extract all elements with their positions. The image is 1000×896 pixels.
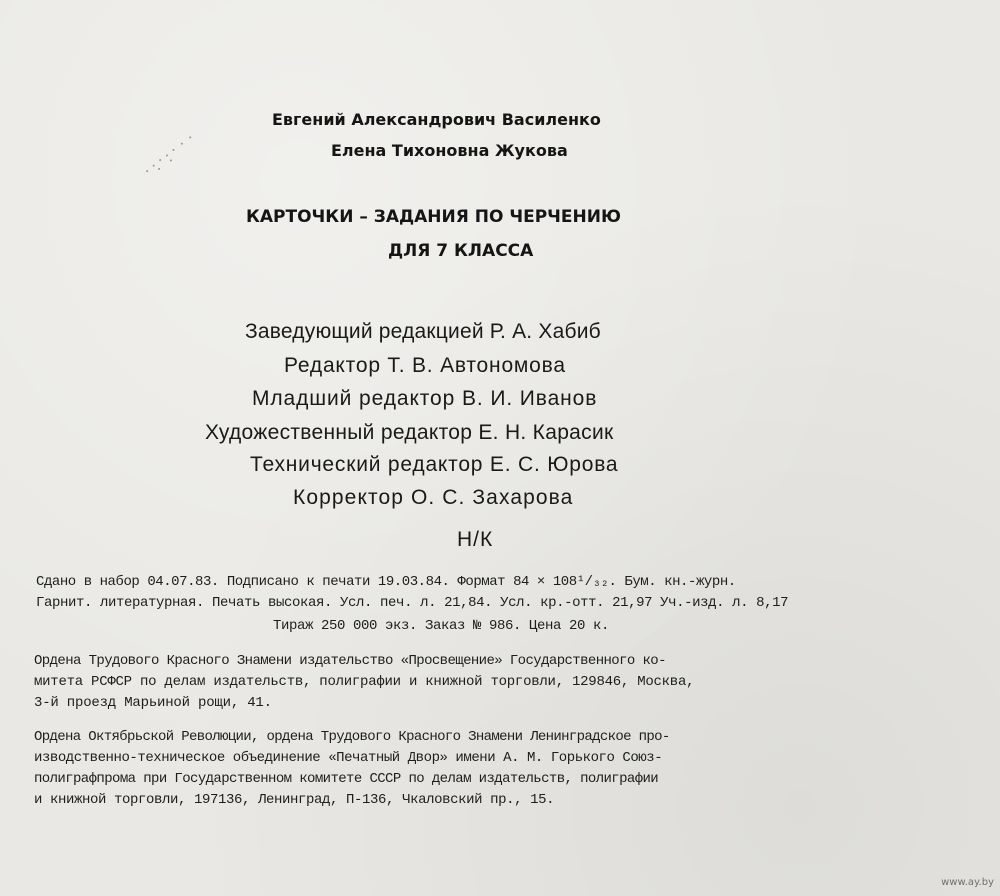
printer-line: Ордена Октябрьской Революции, ордена Трудового Красного Знамени Ленинградское про-: [34, 729, 670, 745]
staff-credit: Младший редактор В. И. Иванов: [252, 387, 598, 410]
category-mark: Н/К: [457, 528, 494, 551]
staff-credit: Художественный редактор Е. Н. Карасик: [205, 421, 614, 444]
book-title-line: ДЛЯ 7 КЛАССА: [388, 241, 534, 261]
printing-details-line: Сдано в набор 04.07.83. Подписано к печати 19.03.84. Формат 84 × 108¹/₃₂. Бум. кн.-журн.: [36, 574, 736, 590]
printer-line: изводственно-техническое объединение «Печатный Двор» имени А. М. Горького Союз-: [34, 750, 663, 766]
printer-line: полиграфпрома при Государственном комитете СССР по делам издательств, полиграфии: [34, 771, 659, 787]
publisher-line: митета РСФСР по делам издательств, полиграфии и книжной торговли, 129846, Москва,: [34, 674, 695, 690]
staff-credit: Заведующий редакцией Р. А. Хабиб: [245, 320, 601, 343]
ink-smudge: [135, 129, 214, 191]
site-watermark: www.ay.by: [941, 877, 994, 888]
publisher-line: 3-й проезд Марьиной рощи, 41.: [34, 695, 272, 711]
staff-credit: Редактор Т. В. Автономова: [284, 354, 566, 377]
publisher-line: Ордена Трудового Красного Знамени издательство «Просвещение» Государственного ко-: [34, 653, 666, 669]
author-name: Елена Тихоновна Жукова: [331, 141, 568, 160]
book-title-line: КАРТОЧКИ – ЗАДАНИЯ ПО ЧЕРЧЕНИЮ: [246, 207, 621, 227]
printing-details-line: Гарнит. литературная. Печать высокая. Усл. печ. л. 21,84. Усл. кр.-отт. 21,97 Уч.-изд. л. 8,17: [36, 595, 789, 611]
printer-line: и книжной торговли, 197136, Ленинград, П-136, Чкаловский пр., 15.: [34, 792, 555, 808]
printing-details-line: Тираж 250 000 экз. Заказ № 986. Цена 20 к.: [273, 618, 610, 634]
staff-credit: Корректор О. С. Захарова: [293, 486, 574, 509]
staff-credit: Технический редактор Е. С. Юрова: [250, 453, 619, 476]
author-name: Евгений Александрович Василенко: [272, 110, 601, 129]
